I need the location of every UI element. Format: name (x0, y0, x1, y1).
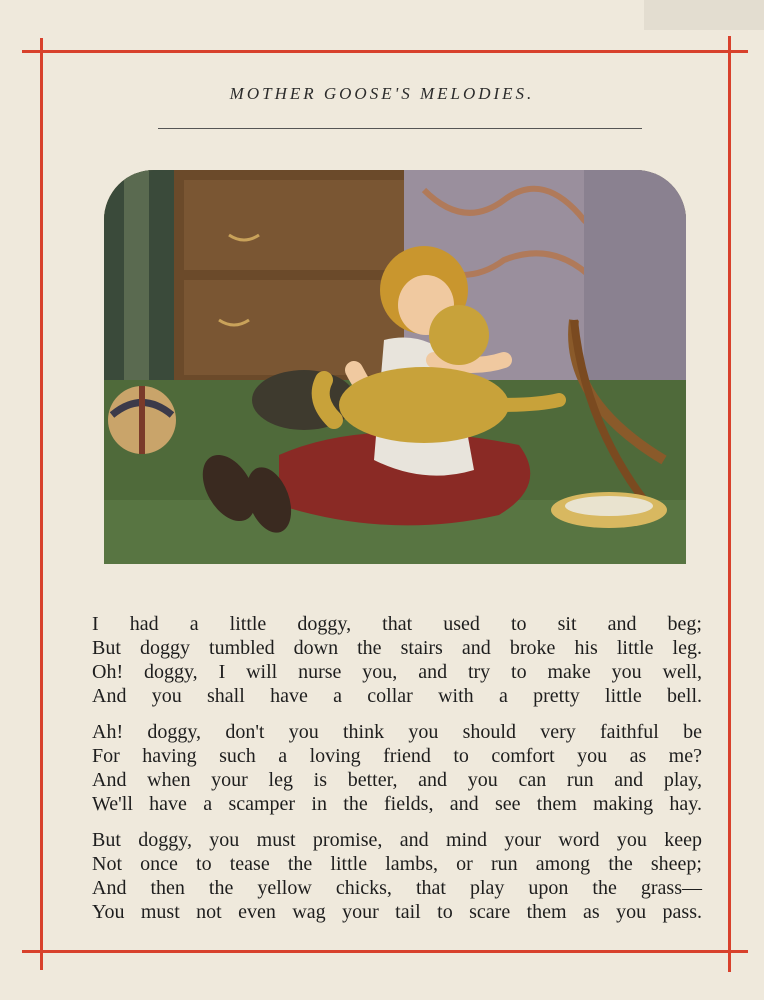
page-corner (644, 0, 764, 30)
page-header: MOTHER GOOSE'S MELODIES. (229, 84, 535, 103)
poem-line: And then the yellow chicks, that play upon the grass— (92, 877, 702, 899)
header-divider (158, 128, 642, 129)
poem-line: You must not even wag your tail to scare them as you pass. (92, 901, 702, 923)
poem-line: For having such a loving friend to comfort you as me? (92, 745, 702, 767)
illustration (104, 170, 686, 564)
stanza-3 (92, 828, 702, 924)
poem-line: But doggy, you must promise, and mind your word you keep (92, 829, 702, 851)
poem-line: Ah! doggy, don't you think you should very faithful be (92, 721, 702, 743)
stanza-1 (92, 612, 702, 708)
poem-line: We'll have a scamper in the fields, and see them making hay. (92, 793, 702, 815)
border-right-rule (728, 36, 731, 972)
stanza-2 (92, 720, 702, 816)
border-left-rule (40, 38, 43, 970)
poem-line: Oh! doggy, I will nurse you, and try to make you well, (92, 661, 702, 683)
poem (92, 612, 702, 936)
girl-hugging-dog-icon (104, 170, 686, 564)
poem-line: And when your leg is better, and you can run and play, (92, 769, 702, 791)
poem-line: But doggy tumbled down the stairs and broke his little leg. (92, 637, 702, 659)
border-bottom-rule (22, 950, 748, 953)
poem-line: Not once to tease the little lambs, or run among the sheep; (92, 853, 702, 875)
poem-line: And you shall have a collar with a pretty little bell. (92, 685, 702, 707)
border-top-rule (22, 50, 748, 53)
poem-line: I had a little doggy, that used to sit and beg; (92, 613, 702, 635)
